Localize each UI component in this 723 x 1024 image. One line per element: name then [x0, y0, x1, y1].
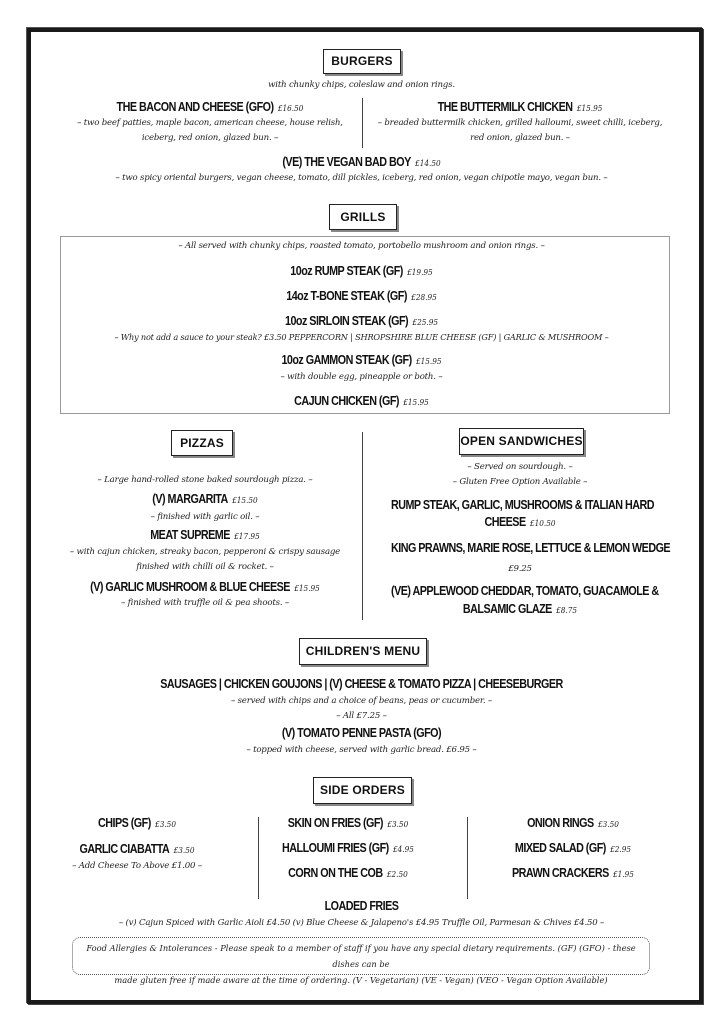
item-name: 10oz GAMMON STEAK (GF) — [281, 353, 412, 367]
item-name: (V) MARGARITA — [152, 492, 228, 506]
menu-item-name — [51, 394, 673, 408]
item-name: 10oz SIRLOIN STEAK (GF) — [285, 314, 409, 328]
divider — [362, 98, 363, 148]
section-header-burgers: BURGERS — [323, 49, 401, 74]
item-name: BALSAMIC GLAZE — [462, 602, 552, 616]
item-price: £15.95 — [415, 357, 442, 367]
menu-item-name — [51, 816, 223, 830]
menu-item-name — [391, 515, 649, 529]
divider — [258, 817, 259, 899]
children-items: SAUSAGES | CHICKEN GOUJONS | (V) CHEESE & TOMATO PIZZA | CHEESEBURGER — [160, 677, 563, 691]
burgers-tagline: with chunky chips, coleslaw and onion rings. — [268, 80, 455, 90]
menu-item-name — [76, 528, 334, 542]
menu-item-name — [391, 602, 649, 616]
item-name: PRAWN CRACKERS — [512, 866, 609, 880]
item-price: £3.50 — [155, 820, 176, 830]
item-desc: – finished with truffle oil & pea shoots. – — [121, 598, 289, 608]
menu-item-name — [262, 866, 434, 880]
item-name: CHEESE — [484, 515, 526, 529]
item-name: THE BUTTERMILK CHICKEN — [437, 100, 573, 114]
item-desc: – two spicy oriental burgers, vegan cheese, tomato, dill pickles, iceberg, red onion, vegan chipotle mayo, vegan bun. – — [115, 173, 608, 183]
menu-item-name: RUMP STEAK, GARLIC, MUSHROOMS & ITALIAN HARD — [391, 498, 654, 512]
item-name: (VE) THE VEGAN BAD BOY — [282, 155, 411, 169]
menu-item-name — [76, 492, 334, 506]
menu-item-name — [262, 841, 434, 855]
item-desc: – with double egg, pineapple or both. – — [280, 372, 443, 382]
item-desc: – breaded buttermilk chicken, grilled halloumi, sweet chilli, iceberg, — [377, 118, 663, 128]
item-price: £10.50 — [529, 519, 556, 529]
item-name: GARLIC CIABATTA — [79, 842, 170, 856]
menu-item-name — [262, 816, 434, 830]
menu-item-name — [51, 289, 673, 303]
menu-item-name — [391, 100, 649, 114]
item-price: £15.50 — [232, 496, 258, 506]
menu-item-name — [487, 841, 659, 855]
section-header-pizzas: PIZZAS — [171, 430, 233, 456]
item-desc: – Add Cheese To Above £1.00 – — [72, 861, 202, 871]
allergy-notice — [72, 937, 650, 985]
menu-item-name — [51, 155, 673, 169]
item-price: £15.95 — [294, 584, 320, 594]
item-price: £1.95 — [613, 870, 634, 880]
section-header-open-sandwiches: OPEN SANDWICHES — [459, 428, 584, 455]
menu-item-name — [51, 264, 673, 278]
item-price: £2.50 — [386, 870, 408, 880]
item-name: HALLOUMI FRIES (GF) — [282, 841, 389, 855]
menu-item-name: (V) TOMATO PENNE PASTA (GFO) — [281, 726, 442, 740]
item-price: £8.75 — [556, 606, 578, 616]
item-name: (V) GARLIC MUSHROOM & BLUE CHEESE — [90, 580, 290, 594]
children-desc: – served with chips and a choice of beans, peas or cucumber. – — [230, 696, 493, 706]
allergy-line: made gluten free if made aware at the time of ordering. (V - Vegetarian) (VE - Vegan) (VEO - Vegan Option Available) — [114, 975, 608, 985]
item-desc: – Why not add a sauce to your steak? £3.50 PEPPERCORN | SHROPSHIRE BLUE CHEESE (GF) | GARLIC & MUSHROOM – — [114, 332, 609, 342]
item-name: THE BACON AND CHEESE (GFO) — [116, 100, 274, 114]
divider — [362, 432, 363, 620]
item-price: £25.95 — [412, 318, 438, 328]
item-desc: iceberg, red onion, glazed bun. – — [141, 133, 279, 143]
allergy-line: Food Allergies & Intolerances - Please speak to a member of staff if you have any special dietary requirements. (GF) (GFO) - these dishes can be — [86, 943, 636, 969]
menu-item-name — [51, 842, 223, 856]
item-price: £15.95 — [403, 398, 429, 408]
item-name: MIXED SALAD (GF) — [514, 841, 606, 855]
item-name: MEAT SUPREME — [150, 528, 230, 542]
item-desc: – two beef patties, maple bacon, american cheese, house relish, — [77, 118, 343, 128]
item-name: 14oz T-BONE STEAK (GF) — [286, 289, 407, 303]
menu-item-name — [51, 314, 673, 328]
item-price: £19.95 — [407, 268, 433, 278]
menu-item-name — [81, 100, 339, 114]
item-price: £9.25 — [508, 564, 532, 574]
item-name: CORN ON THE COB — [288, 866, 383, 880]
menu-item-name — [76, 580, 334, 594]
item-desc: – topped with cheese, served with garlic bread. £6.95 – — [246, 745, 477, 755]
sandwiches-tagline: – Served on sourdough. – — [467, 462, 573, 472]
item-price: £3.50 — [387, 820, 409, 830]
children-price: – All £7.25 – — [336, 711, 387, 721]
item-name: 10oz RUMP STEAK (GF) — [290, 264, 403, 278]
item-desc: red onion, glazed bun. – — [470, 133, 570, 143]
section-header-side-orders: SIDE ORDERS — [313, 777, 412, 804]
item-price: £14.50 — [415, 159, 441, 169]
menu-item-name: (VE) APPLEWOOD CHEDDAR, TOMATO, GUACAMOLE & — [391, 584, 659, 598]
item-price: £16.50 — [277, 104, 304, 114]
item-name: CAJUN CHICKEN (GF) — [294, 394, 399, 408]
item-price: £17.95 — [234, 532, 260, 542]
menu-item-name — [487, 816, 659, 830]
item-price: £3.50 — [173, 846, 195, 856]
item-name: SKIN ON FRIES (GF) — [287, 816, 383, 830]
item-desc: – finished with garlic oil. – — [150, 512, 260, 522]
item-desc: finished with chilli oil & rocket. – — [136, 562, 274, 572]
sandwiches-tagline: – Gluten Free Option Available – — [452, 477, 588, 487]
item-price: £4.95 — [393, 845, 414, 855]
pizzas-tagline: – Large hand-rolled stone baked sourdough pizza. – — [97, 475, 313, 485]
item-price: £3.50 — [597, 820, 619, 830]
item-name: CHIPS (GF) — [97, 816, 151, 830]
item-name: ONION RINGS — [527, 816, 594, 830]
item-price: £2.95 — [610, 845, 632, 855]
loaded-fries-desc: – (v) Cajun Spiced with Garlic Aioli £4.50 (v) Blue Cheese & Jalapeno's £4.95 Truffle Oil, Parmesan & Chives £4.50 – — [118, 918, 605, 928]
divider — [467, 817, 468, 899]
item-price: £15.95 — [576, 104, 603, 114]
menu-item-name — [51, 353, 673, 367]
loaded-fries-title: LOADED FRIES — [324, 899, 399, 913]
grills-tagline: – All served with chunky chips, roasted tomato, portobello mushroom and onion rings. – — [178, 241, 545, 251]
section-header-childrens-menu: CHILDREN'S MENU — [299, 638, 427, 665]
item-desc: – with cajun chicken, streaky bacon, pepperoni & crispy sausage — [69, 547, 341, 557]
menu-item-name: KING PRAWNS, MARIE ROSE, LETTUCE & LEMON WEDGE — [391, 541, 671, 555]
section-header-grills: GRILLS — [329, 204, 397, 230]
item-price: £28.95 — [411, 293, 437, 303]
menu-item-name — [487, 866, 659, 880]
